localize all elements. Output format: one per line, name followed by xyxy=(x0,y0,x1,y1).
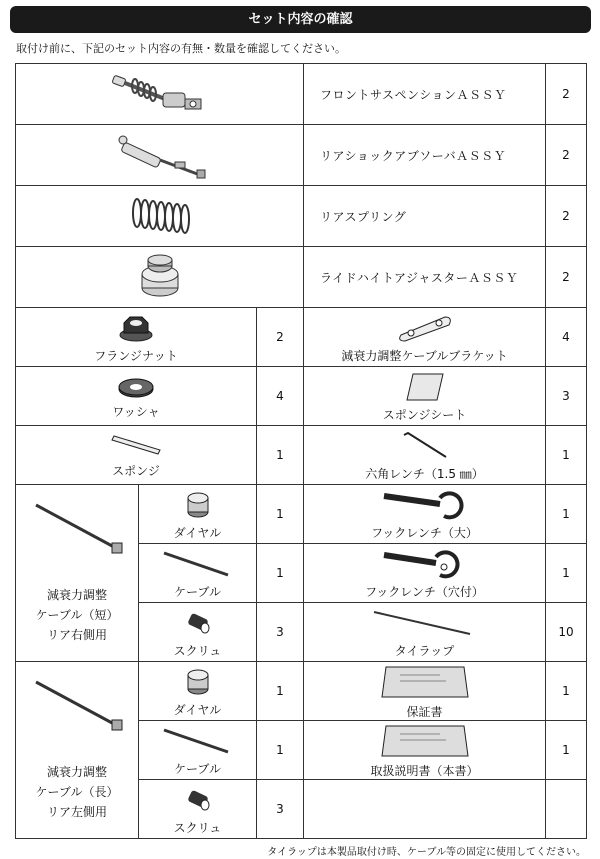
part-name: スクリュ xyxy=(173,820,222,835)
part-qty: 2 xyxy=(546,186,587,247)
table-row xyxy=(16,186,587,247)
part-qty: 1 xyxy=(546,485,587,544)
screw-icon xyxy=(183,785,213,815)
group-label-line: ケーブル（短） xyxy=(35,608,119,622)
part-name: スポンジ xyxy=(112,463,160,478)
part-name: スクリュ xyxy=(173,643,222,658)
group-label-line: 減衰力調整 xyxy=(46,765,107,779)
part-cell xyxy=(139,485,257,544)
table-row xyxy=(16,247,587,308)
part-cell-empty xyxy=(304,780,546,839)
part-name: フランジナット xyxy=(94,348,178,363)
group-label-line: リア右側用 xyxy=(46,628,107,642)
part-qty: 1 xyxy=(546,544,587,603)
hook-wrench-hole-icon xyxy=(380,549,470,579)
part-cell xyxy=(16,367,257,426)
rear-shock-icon xyxy=(105,130,215,180)
part-name: フックレンチ（大） xyxy=(371,525,478,540)
part-name: ライドハイトアジャスターＡＳＳＹ xyxy=(304,247,546,308)
parts-table xyxy=(15,63,587,839)
part-name: ケーブル xyxy=(174,584,221,599)
part-qty: 1 xyxy=(257,721,304,780)
part-cell xyxy=(139,780,257,839)
part-cell xyxy=(304,544,546,603)
group-label-line: 減衰力調整 xyxy=(46,588,107,602)
warranty-card-icon xyxy=(380,665,470,699)
part-qty: 2 xyxy=(546,64,587,125)
part-qty: 4 xyxy=(546,308,587,367)
cable-icon xyxy=(158,549,238,579)
table-row xyxy=(16,64,587,125)
part-qty: 10 xyxy=(546,603,587,662)
part-cell xyxy=(304,426,546,485)
intro-text: 取付け前に、下記のセット内容の有無・数量を確認してください。 xyxy=(16,42,346,55)
tie-wrap-icon xyxy=(370,608,480,638)
part-qty: 4 xyxy=(257,367,304,426)
part-name: 取扱説明書（本書） xyxy=(370,763,479,778)
part-name: ダイヤル xyxy=(173,702,222,717)
part-qty: 2 xyxy=(546,247,587,308)
section-header: セット内容の確認 xyxy=(10,6,591,33)
part-name: フックレンチ（穴付） xyxy=(365,584,484,599)
sponge-icon xyxy=(106,434,166,458)
cable-icon xyxy=(158,726,238,756)
part-name: フロントサスペンションＡＳＳＹ xyxy=(304,64,546,125)
cable-long-icon xyxy=(30,676,126,736)
dial-icon xyxy=(183,490,213,520)
part-name: ダイヤル xyxy=(173,525,222,540)
part-qty: 1 xyxy=(257,662,304,721)
rear-spring-icon xyxy=(105,191,215,241)
flange-nut-icon xyxy=(116,313,156,343)
bracket-icon xyxy=(395,313,455,343)
part-cell xyxy=(139,662,257,721)
washer-icon xyxy=(116,375,156,399)
part-qty: 3 xyxy=(257,780,304,839)
front-suspension-icon xyxy=(105,69,215,119)
part-qty: 1 xyxy=(546,426,587,485)
table-row xyxy=(16,426,587,485)
part-qty: 1 xyxy=(546,662,587,721)
cable-long-group xyxy=(16,662,139,839)
sponge-sheet-icon xyxy=(403,372,447,402)
part-name: スポンジシート xyxy=(382,407,467,422)
part-name: 減衰力調整ケーブルブラケット xyxy=(341,348,508,363)
dial-icon xyxy=(183,667,213,697)
screw-icon xyxy=(183,608,213,638)
part-cell xyxy=(304,485,546,544)
ride-height-adjuster-icon xyxy=(130,252,190,302)
part-qty: 3 xyxy=(546,367,587,426)
part-name: タイラップ xyxy=(394,643,455,658)
footnote: タイラップは本製品取付け時、ケーブル等の固定に使用してください。 xyxy=(267,847,586,858)
part-cell xyxy=(304,721,546,780)
part-cell xyxy=(16,426,257,485)
part-qty: 1 xyxy=(546,721,587,780)
part-name: 六角レンチ（1.5 ㎜） xyxy=(365,466,484,481)
cable-short-icon xyxy=(30,499,126,559)
part-image-cell xyxy=(16,64,304,125)
part-cell xyxy=(304,603,546,662)
part-qty-empty xyxy=(546,780,587,839)
part-image-cell xyxy=(16,247,304,308)
part-cell xyxy=(304,308,546,367)
table-row xyxy=(16,308,587,367)
table-row xyxy=(16,662,587,721)
part-qty: 2 xyxy=(257,308,304,367)
hex-wrench-icon xyxy=(400,431,450,461)
part-name: リアスプリング xyxy=(304,186,546,247)
manual-icon xyxy=(380,724,470,758)
part-image-cell xyxy=(16,125,304,186)
part-qty: 2 xyxy=(546,125,587,186)
part-qty: 1 xyxy=(257,544,304,603)
part-cell xyxy=(304,367,546,426)
part-cell xyxy=(139,603,257,662)
part-image-cell xyxy=(16,186,304,247)
table-row xyxy=(16,125,587,186)
part-name: 保証書 xyxy=(406,704,443,719)
group-label-line: リア左側用 xyxy=(46,805,107,819)
table-row xyxy=(16,367,587,426)
part-name: ケーブル xyxy=(174,761,221,776)
part-cell xyxy=(16,308,257,367)
part-cell xyxy=(304,662,546,721)
cable-short-group xyxy=(16,485,139,662)
part-name: ワッシャ xyxy=(112,404,160,419)
part-name: リアショックアブソーバＡＳＳＹ xyxy=(304,125,546,186)
part-qty: 3 xyxy=(257,603,304,662)
part-qty: 1 xyxy=(257,485,304,544)
part-cell xyxy=(139,544,257,603)
hook-wrench-large-icon xyxy=(380,490,470,520)
group-label-line: ケーブル（長） xyxy=(35,785,119,799)
part-qty: 1 xyxy=(257,426,304,485)
part-cell xyxy=(139,721,257,780)
table-row xyxy=(16,485,587,544)
